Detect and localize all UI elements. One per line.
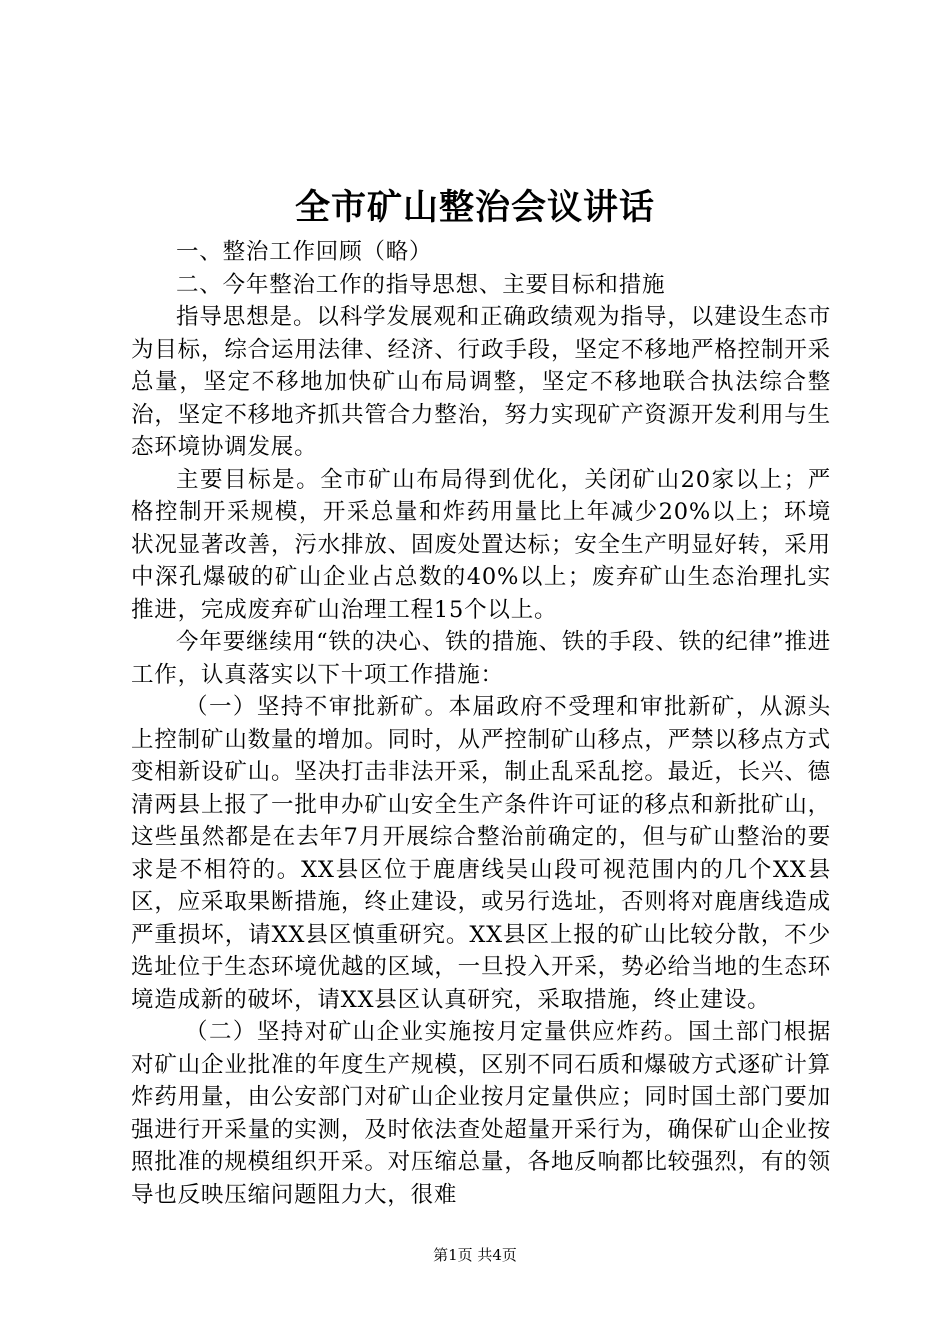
paragraph-measures-intro: 今年要继续用“铁的决心、铁的措施、铁的手段、铁的纪律”推进工作，认真落实以下十项工作措施： <box>131 629 831 688</box>
document-title: 全市矿山整治会议讲话 <box>294 188 655 228</box>
section-heading-1: 一、整治工作回顾（略） <box>176 239 433 265</box>
paragraph-measure-1: （一）坚持不审批新矿。本届政府不受理和审批新矿，从源头上控制矿山数量的增加。同时，从严控制矿山移点，严禁以移点方式变相新设矿山。坚决打击非法开采，制止乱采乱挖。最近，长兴、德清两县上报了一批申办矿山安全生产条件许可证的移点和新批矿山，这些虽然都是在去年7月开展综合整治前确定的，但与矿山整治的要求是不相符的。XX县区位于鹿唐线吴山段可视范围内的几个XX县区，应采取果断措施，终止建设，或另行选址，否则将对鹿唐线造成严重损坏，请XX县区慎重研究。XX县区上报的矿山比较分散，不少选址位于生态环境优越的区域，一旦投入开采，势必给当地的生态环境造成新的破坏，请XX县区认真研究，采取措施，终止建设。 <box>131 694 831 1013</box>
section-heading-2: 二、今年整治工作的指导思想、主要目标和措施 <box>176 271 666 298</box>
paragraph-main-goals: 主要目标是。全市矿山布局得到优化，关闭矿山20家以上；严格控制开采规模，开采总量和炸药用量比上年减少20%以上；环境状况显著改善，污水排放、固废处置达标；安全生产明显好转，采用中深孔爆破的矿山企业占总数的40%以上；废弃矿山生态治理扎实推进，完成废弃矿山治理工程15个以上。 <box>131 466 831 623</box>
document-body <box>131 236 831 1211</box>
page-number-footer: 第1页 共4页 <box>433 1246 517 1264</box>
paragraph-guiding-ideology: 指导思想是。以科学发展观和正确政绩观为指导，以建设生态市为目标，综合运用法律、经济、行政手段，坚定不移地严格控制开采总量，坚定不移地加快矿山布局调整，坚定不移地联合执法综合整治，坚定不移地齐抓共管合力整治，努力实现矿产资源开发利用与生态环境协调发展。 <box>131 304 831 460</box>
paragraph-measure-2: （二）坚持对矿山企业实施按月定量供应炸药。国土部门根据对矿山企业批准的年度生产规模，区别不同石质和爆破方式逐矿计算炸药用量，由公安部门对矿山企业按月定量供应；同时国土部门要加强进行开采量的实测，及时依法查处超量开采行为，确保矿山企业按照批准的规模组织开采。对压缩总量，各地反响都比较强烈，有的领导也反映压缩问题阻力大，很难 <box>131 1019 831 1208</box>
